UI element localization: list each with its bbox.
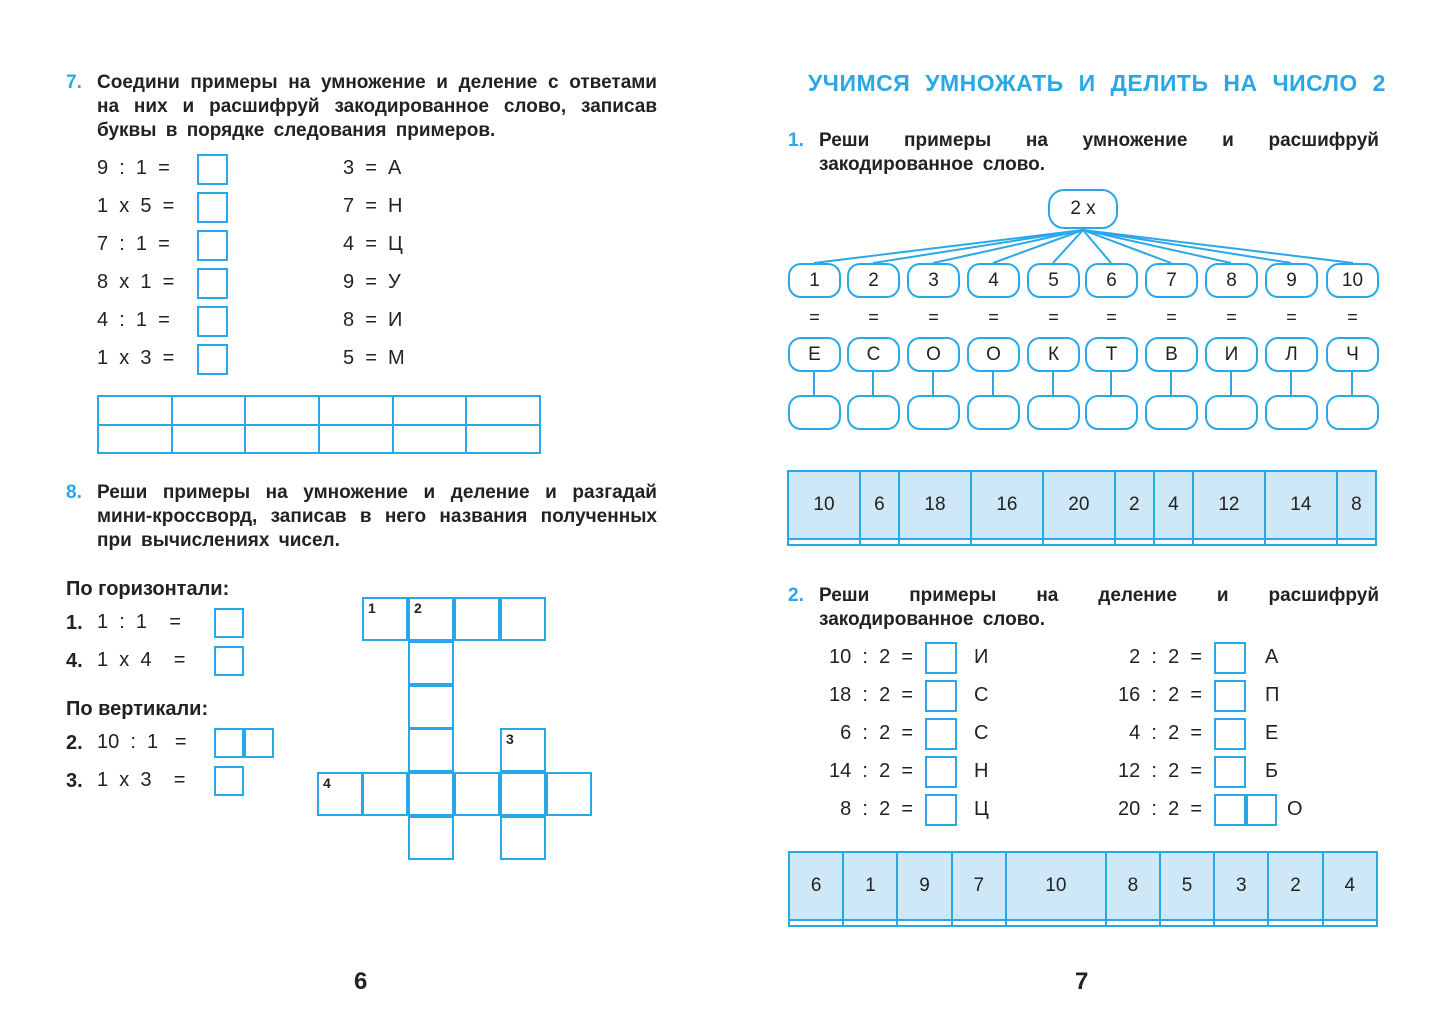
answer-node[interactable] xyxy=(1027,395,1080,430)
division-expression: 4 : 2 = xyxy=(1129,722,1202,744)
example-expression: 1 x 5 = xyxy=(97,195,175,217)
clue-number: 2. xyxy=(66,732,83,754)
decode-cell[interactable] xyxy=(1154,539,1193,545)
crossword-cell[interactable] xyxy=(546,772,592,816)
example-expression: 1 x 3 = xyxy=(97,347,175,369)
multiplier-node: 3 xyxy=(907,263,960,298)
task2-number: 2. xyxy=(788,585,804,606)
division-expression: 10 : 2 = xyxy=(829,646,913,668)
connector-line xyxy=(992,370,994,395)
letter-node: Л xyxy=(1265,337,1318,372)
letter-node: Т xyxy=(1085,337,1138,372)
crossword-clue-number: 3 xyxy=(506,731,514,747)
answer-box[interactable] xyxy=(214,646,244,676)
crossword-clue-number: 1 xyxy=(368,600,376,616)
division-expression: 14 : 2 = xyxy=(829,760,913,782)
code-letter: С xyxy=(974,684,989,706)
decode-cell[interactable] xyxy=(897,920,951,926)
crossword-cell[interactable] xyxy=(408,816,454,860)
multiplier-node: 8 xyxy=(1205,263,1258,298)
crossword-cell[interactable] xyxy=(408,597,454,641)
decode-cell[interactable] xyxy=(1268,920,1322,926)
code-cell: 18 xyxy=(899,471,971,539)
answer-node[interactable] xyxy=(907,395,960,430)
grid-cell[interactable] xyxy=(98,396,172,425)
decode-cell[interactable] xyxy=(1193,539,1265,545)
task1-text: Реши примеры на умножение и расшифруй закодированное слово. xyxy=(819,130,1379,175)
clue-expression: 1 : 1 = xyxy=(97,611,181,633)
answer-box[interactable] xyxy=(925,718,957,750)
crossword-cell[interactable] xyxy=(362,597,408,641)
answer-box[interactable] xyxy=(1214,642,1246,674)
answer-box[interactable] xyxy=(197,306,228,337)
crossword-cell[interactable] xyxy=(500,597,546,641)
answer-key: 8 = И xyxy=(343,309,403,331)
equals-sign: = xyxy=(1347,307,1358,327)
equals-sign: = xyxy=(868,307,879,327)
example-expression: 4 : 1 = xyxy=(97,309,170,331)
task1-number: 1. xyxy=(788,130,804,151)
decode-cell[interactable] xyxy=(1106,920,1160,926)
letter-node: С xyxy=(847,337,900,372)
connector-line xyxy=(1230,370,1232,395)
multiplier-node: 4 xyxy=(967,263,1020,298)
code-cell: 10 xyxy=(1006,852,1106,920)
crossword-cell[interactable] xyxy=(408,728,454,772)
division-expression: 2 : 2 = xyxy=(1129,646,1202,668)
multiplier-node: 2 xyxy=(847,263,900,298)
crossword-cell[interactable] xyxy=(408,772,454,816)
letter-node: О xyxy=(967,337,1020,372)
grid-cell[interactable] xyxy=(319,396,393,425)
code-cell: 16 xyxy=(971,471,1043,539)
answer-box[interactable] xyxy=(1214,718,1246,750)
section-title: УЧИМСЯ УМНОЖАТЬ И ДЕЛИТЬ НА ЧИСЛО 2 xyxy=(808,70,1386,96)
division-expression: 6 : 2 = xyxy=(840,722,913,744)
decode-cell[interactable] xyxy=(860,539,899,545)
clue-number: 4. xyxy=(66,650,83,672)
task7-number: 7. xyxy=(66,72,82,93)
clue-expression: 10 : 1 = xyxy=(97,731,187,753)
grid-cell[interactable] xyxy=(393,396,467,425)
page-number: 6 xyxy=(354,968,368,995)
crossword-cell[interactable] xyxy=(500,728,546,772)
crossword-cell[interactable] xyxy=(408,685,454,729)
answer-node[interactable] xyxy=(967,395,1020,430)
multiplier-node: 10 xyxy=(1326,263,1379,298)
division-expression: 8 : 2 = xyxy=(840,798,913,820)
code-letter: Ц xyxy=(974,798,989,820)
crossword-cell[interactable] xyxy=(454,597,500,641)
task2-code-table xyxy=(788,851,1378,927)
division-expression: 18 : 2 = xyxy=(829,684,913,706)
letter-node: К xyxy=(1027,337,1080,372)
decode-cell[interactable] xyxy=(1265,539,1337,545)
answer-key: 5 = М xyxy=(343,347,405,369)
code-cell: 4 xyxy=(1323,852,1377,920)
answer-node[interactable] xyxy=(788,395,841,430)
multiplier-node: 6 xyxy=(1085,263,1138,298)
code-letter: И xyxy=(974,646,989,668)
answer-box[interactable] xyxy=(925,642,957,674)
example-expression: 7 : 1 = xyxy=(97,233,170,255)
code-cell: 14 xyxy=(1265,471,1337,539)
answer-box[interactable] xyxy=(197,268,228,299)
answer-node[interactable] xyxy=(1265,395,1318,430)
letter-node: Е xyxy=(788,337,841,372)
code-cell: 1 xyxy=(843,852,897,920)
answer-node[interactable] xyxy=(1205,395,1258,430)
answer-key: 9 = У xyxy=(343,271,401,293)
decode-cell[interactable] xyxy=(788,539,860,545)
answer-box[interactable] xyxy=(197,230,228,261)
grid-cell[interactable] xyxy=(172,396,246,425)
grid-cell[interactable] xyxy=(245,396,319,425)
letter-node: И xyxy=(1205,337,1258,372)
equals-sign: = xyxy=(928,307,939,327)
crossword-clue-number: 2 xyxy=(414,600,422,616)
task7-answer-grid xyxy=(97,395,541,454)
code-cell: 10 xyxy=(788,471,860,539)
clue-expression: 1 x 4 = xyxy=(97,649,186,671)
division-expression: 12 : 2 = xyxy=(1118,760,1202,782)
answer-box[interactable] xyxy=(214,728,244,758)
clue-number: 3. xyxy=(66,770,83,792)
code-letter: Н xyxy=(974,760,989,782)
tree-root: 2 x xyxy=(1048,189,1118,229)
decode-cell[interactable] xyxy=(1006,920,1106,926)
crossword-cell[interactable] xyxy=(454,772,500,816)
code-cell: 12 xyxy=(1193,471,1265,539)
task1-code-table xyxy=(787,470,1377,546)
answer-box[interactable] xyxy=(925,756,957,788)
answer-box[interactable] xyxy=(925,680,957,712)
code-cell: 9 xyxy=(897,852,951,920)
code-letter: С xyxy=(974,722,989,744)
code-cell: 6 xyxy=(860,471,899,539)
connector-line xyxy=(1110,370,1112,395)
answer-node[interactable] xyxy=(1085,395,1138,430)
answer-box[interactable] xyxy=(197,154,228,185)
multiplier-node: 1 xyxy=(788,263,841,298)
connector-line xyxy=(1170,370,1172,395)
equals-sign: = xyxy=(1048,307,1059,327)
code-cell: 2 xyxy=(1115,471,1154,539)
multiplier-node: 7 xyxy=(1145,263,1198,298)
connector-line xyxy=(1052,370,1054,395)
division-expression: 16 : 2 = xyxy=(1118,684,1202,706)
code-cell: 2 xyxy=(1268,852,1322,920)
page-number: 7 xyxy=(1075,968,1089,995)
answer-box[interactable] xyxy=(1214,680,1246,712)
code-letter: Б xyxy=(1265,760,1279,782)
code-cell: 4 xyxy=(1154,471,1193,539)
connector-line xyxy=(932,370,934,395)
example-expression: 9 : 1 = xyxy=(97,157,170,179)
answer-key: 4 = Ц xyxy=(343,233,403,255)
equals-sign: = xyxy=(1286,307,1297,327)
decode-cell[interactable] xyxy=(1115,539,1154,545)
connector-line xyxy=(1290,370,1292,395)
decode-cell[interactable] xyxy=(789,920,843,926)
answer-box[interactable] xyxy=(1214,756,1246,788)
clue-expression: 1 x 3 = xyxy=(97,769,186,791)
crossword-cell[interactable] xyxy=(500,772,546,816)
crossword-cell[interactable] xyxy=(408,641,454,685)
grid-cell[interactable] xyxy=(98,425,172,454)
code-cell: 6 xyxy=(789,852,843,920)
connector-line xyxy=(1351,370,1353,395)
task8-number: 8. xyxy=(66,482,82,503)
code-letter: П xyxy=(1265,684,1280,706)
decode-cell[interactable] xyxy=(1337,539,1376,545)
equals-sign: = xyxy=(1166,307,1177,327)
answer-key: 7 = Н xyxy=(343,195,403,217)
connector-line xyxy=(872,370,874,395)
grid-cell[interactable] xyxy=(245,425,319,454)
code-cell: 8 xyxy=(1106,852,1160,920)
grid-cell[interactable] xyxy=(466,396,540,425)
equals-sign: = xyxy=(988,307,999,327)
code-cell: 7 xyxy=(952,852,1006,920)
code-cell: 3 xyxy=(1214,852,1268,920)
answer-node[interactable] xyxy=(1326,395,1379,430)
decode-cell[interactable] xyxy=(899,539,971,545)
code-letter: О xyxy=(1287,798,1303,820)
code-letter: Е xyxy=(1265,722,1279,744)
answer-box[interactable] xyxy=(925,794,957,826)
letter-node: В xyxy=(1145,337,1198,372)
grid-cell[interactable] xyxy=(393,425,467,454)
grid-cell[interactable] xyxy=(466,425,540,454)
decode-cell[interactable] xyxy=(1160,920,1214,926)
code-cell: 8 xyxy=(1337,471,1376,539)
answer-box[interactable] xyxy=(244,728,274,758)
grid-cell[interactable] xyxy=(172,425,246,454)
multiplier-node: 5 xyxy=(1027,263,1080,298)
decode-cell[interactable] xyxy=(1214,920,1268,926)
example-expression: 8 x 1 = xyxy=(97,271,175,293)
answer-box[interactable] xyxy=(197,344,228,375)
decode-cell[interactable] xyxy=(952,920,1006,926)
answer-box[interactable] xyxy=(197,192,228,223)
task2-text: Реши примеры на деление и расшифруй закодированное слово. xyxy=(819,585,1379,630)
crossword-cell[interactable] xyxy=(500,816,546,860)
answer-node[interactable] xyxy=(847,395,900,430)
decode-cell[interactable] xyxy=(1323,920,1377,926)
crossword-cell[interactable] xyxy=(317,772,363,816)
equals-sign: = xyxy=(1226,307,1237,327)
answer-key: 3 = А xyxy=(343,157,402,179)
equals-sign: = xyxy=(1106,307,1117,327)
answer-box[interactable] xyxy=(214,608,244,638)
horizontal-heading: По горизонтали: xyxy=(66,578,230,600)
decode-cell[interactable] xyxy=(971,539,1043,545)
code-cell: 20 xyxy=(1043,471,1115,539)
division-expression: 20 : 2 = xyxy=(1118,798,1202,820)
grid-cell[interactable] xyxy=(319,425,393,454)
connector-line xyxy=(813,370,815,395)
code-letter: А xyxy=(1265,646,1279,668)
answer-node[interactable] xyxy=(1145,395,1198,430)
multiplier-node: 9 xyxy=(1265,263,1318,298)
answer-box[interactable] xyxy=(1214,794,1246,826)
decode-cell[interactable] xyxy=(1043,539,1115,545)
letter-node: Ч xyxy=(1326,337,1379,372)
vertical-heading: По вертикали: xyxy=(66,698,209,720)
crossword-cell[interactable] xyxy=(362,772,408,816)
task7-text: Соедини примеры на умножение и деление с ответами на них и расшифруй закодированное слово, записав буквы в порядке следования примеров. xyxy=(97,72,657,141)
equals-sign: = xyxy=(809,307,820,327)
decode-cell[interactable] xyxy=(843,920,897,926)
answer-box[interactable] xyxy=(1246,794,1277,826)
letter-node: О xyxy=(907,337,960,372)
clue-number: 1. xyxy=(66,612,83,634)
crossword-clue-number: 4 xyxy=(323,775,331,791)
task8-text: Реши примеры на умножение и деление и разгадай мини-кроссворд, записав в него названия полученных при вычислениях чисел. xyxy=(97,482,657,551)
answer-box[interactable] xyxy=(214,766,244,796)
code-cell: 5 xyxy=(1160,852,1214,920)
